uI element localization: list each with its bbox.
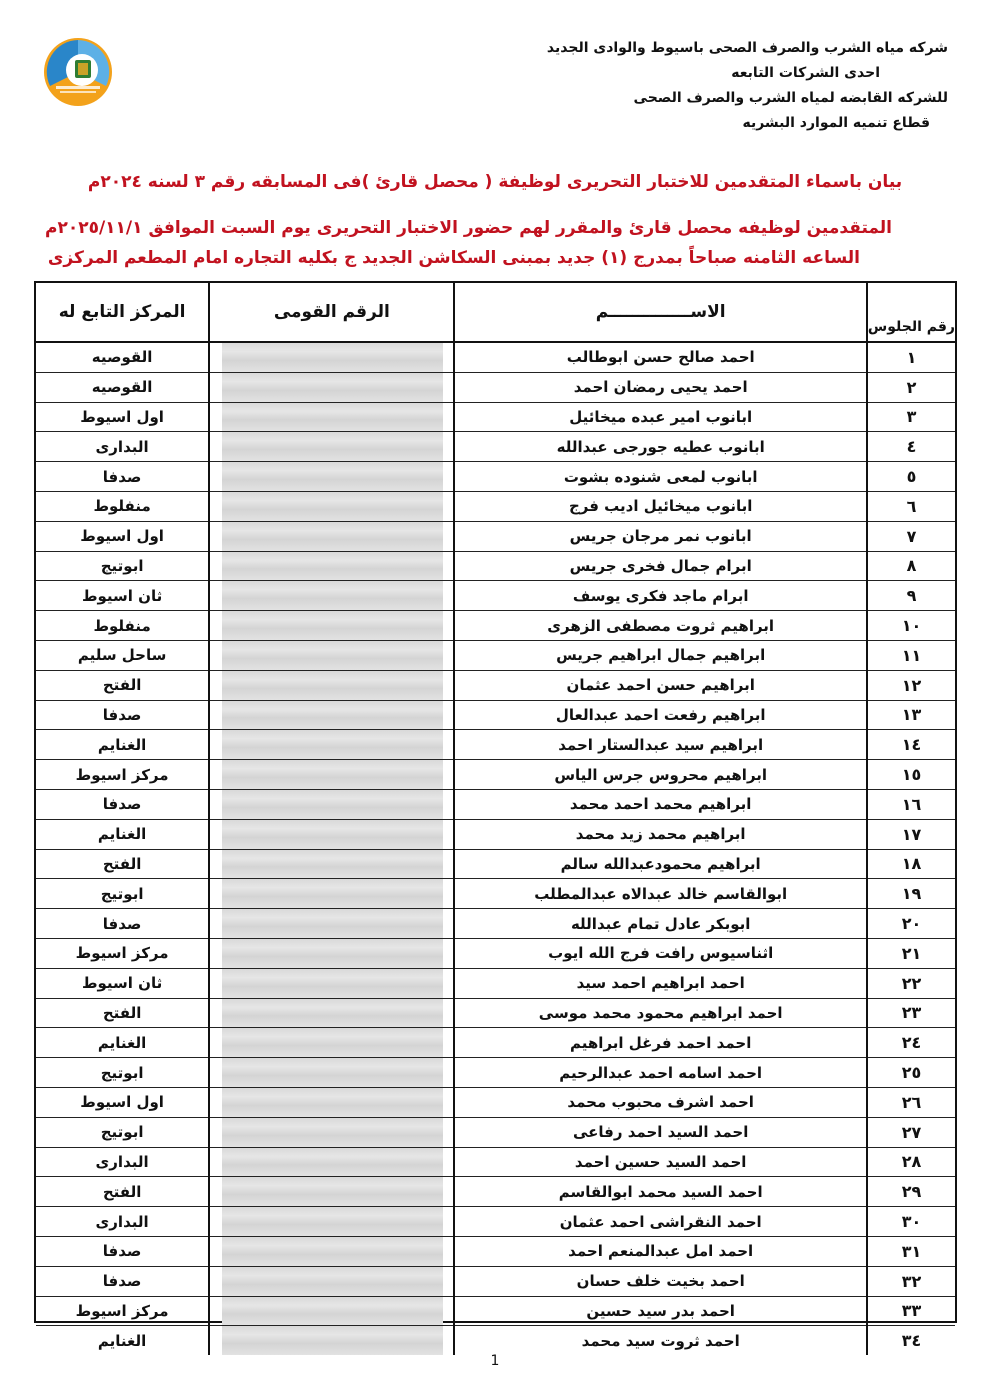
center-cell: منفلوط [36, 491, 209, 521]
redacted-national-id [222, 939, 443, 968]
seat-number-cell: ٢٨ [867, 1147, 955, 1177]
table-row [36, 968, 955, 998]
national-id-cell [209, 1117, 454, 1147]
applicant-name-cell: احمد بدر سيد حسين [454, 1296, 866, 1326]
seat-number-header: رقم الجلوس [867, 283, 955, 342]
org-name-line: شركه مياه الشرب والصرف الصحى باسيوط والوادى الجديد [546, 40, 948, 56]
national-id-cell [209, 1087, 454, 1117]
seat-number-cell: ٩ [867, 581, 955, 611]
page-number: 1 [490, 1353, 500, 1369]
applicant-name-cell: احمد يحيى رمضان احمد [454, 372, 866, 402]
redacted-national-id [222, 552, 443, 581]
national-id-cell [209, 1236, 454, 1266]
seat-number-cell: ١٨ [867, 849, 955, 879]
applicant-name-cell: احمد بخيت خلف حسان [454, 1266, 866, 1296]
center-cell: ابوتيج [36, 1058, 209, 1088]
national-id-cell [209, 938, 454, 968]
table-row [36, 670, 955, 700]
company-logo-icon [42, 36, 114, 108]
table-row [36, 581, 955, 611]
applicant-name-cell: احمد السيد محمد ابوالقاسم [454, 1177, 866, 1207]
national-id-cell [209, 1326, 454, 1355]
table-row [36, 432, 955, 462]
redacted-national-id [222, 999, 443, 1028]
national-id-cell [209, 640, 454, 670]
applicant-name-cell: احمد احمد فرغل ابراهيم [454, 1028, 866, 1058]
center-cell: مركز اسيوط [36, 1296, 209, 1326]
table-row [36, 1326, 955, 1355]
seat-number-cell: ١٩ [867, 879, 955, 909]
table-row [36, 879, 955, 909]
organization-header [547, 36, 948, 136]
national-id-cell [209, 1207, 454, 1237]
applicant-name-cell: احمد ابراهيم احمد سيد [454, 968, 866, 998]
redacted-national-id [222, 1207, 443, 1236]
seat-number-cell: ٣٢ [867, 1266, 955, 1296]
center-cell: صدفا [36, 1236, 209, 1266]
center-cell: البدارى [36, 1147, 209, 1177]
document-title: بيان باسماء المتقدمين للاختبار التحريرى لوظيفة ( محصل قارئ )فى المسابقه رقم ٣ لسنه ٢٠٢٤م [87, 172, 903, 192]
seat-number-cell: ٣١ [867, 1236, 955, 1266]
national-id-cell [209, 1177, 454, 1207]
redacted-national-id [222, 1237, 443, 1266]
table-row [36, 611, 955, 641]
national-id-cell [209, 372, 454, 402]
center-cell: الفتح [36, 998, 209, 1028]
table-row [36, 1296, 955, 1326]
table-row [36, 909, 955, 939]
applicant-name-cell: ابوبكر عادل تمام عبدالله [454, 909, 866, 939]
center-cell: الفتح [36, 670, 209, 700]
redacted-national-id [222, 1148, 443, 1177]
seat-number-cell: ١٥ [867, 760, 955, 790]
center-cell: ساحل سليم [36, 640, 209, 670]
table-row [36, 1087, 955, 1117]
seat-number-cell: ٢٠ [867, 909, 955, 939]
table-row [36, 402, 955, 432]
table-row [36, 1058, 955, 1088]
redacted-national-id [222, 671, 443, 700]
table-row [36, 760, 955, 790]
seat-number-cell: ١٠ [867, 611, 955, 641]
seat-number-cell: ١٤ [867, 730, 955, 760]
applicant-name-cell: ابراهيم جمال ابراهيم جريس [454, 640, 866, 670]
seat-number-cell: ٢٤ [867, 1028, 955, 1058]
national-id-cell [209, 968, 454, 998]
center-cell: ابوتيج [36, 551, 209, 581]
applicant-name-cell: ابرام ماجد فكرى يوسف [454, 581, 866, 611]
seat-number-cell: ١ [867, 342, 955, 372]
national-id-cell [209, 551, 454, 581]
redacted-national-id [222, 1297, 443, 1326]
national-id-cell [209, 670, 454, 700]
national-id-cell [209, 521, 454, 551]
applicant-name-cell: احمد السيد حسين احمد [454, 1147, 866, 1177]
table-row [36, 551, 955, 581]
applicant-name-cell: ابراهيم رفعت احمد عبدالعال [454, 700, 866, 730]
center-cell: صدفا [36, 1266, 209, 1296]
applicant-name-cell: احمد ابراهيم محمود محمد موسى [454, 998, 866, 1028]
national-id-cell [209, 581, 454, 611]
seat-number-cell: ٢١ [867, 938, 955, 968]
center-cell: مركز اسيوط [36, 938, 209, 968]
table-row [36, 730, 955, 760]
table-row [36, 521, 955, 551]
seat-number-cell: ٢٥ [867, 1058, 955, 1088]
center-cell: اول اسيوط [36, 521, 209, 551]
center-cell: الغنايم [36, 730, 209, 760]
table-row [36, 640, 955, 670]
center-cell: الغنايم [36, 819, 209, 849]
center-cell: صدفا [36, 909, 209, 939]
org-holding-line: للشركه القابضه لمياه الشرب والصرف الصحى [633, 90, 948, 106]
center-cell: ابوتيج [36, 1117, 209, 1147]
applicant-name-cell: ابانوب عطيه جورجى عبدالله [454, 432, 866, 462]
seat-number-cell: ١٣ [867, 700, 955, 730]
center-cell: الفتح [36, 849, 209, 879]
table-row [36, 819, 955, 849]
table-row [36, 1266, 955, 1296]
applicant-name-cell: احمد امل عبدالمنعم احمد [454, 1236, 866, 1266]
redacted-national-id [222, 909, 443, 938]
table-row [36, 372, 955, 402]
national-id-cell [209, 879, 454, 909]
applicant-name-cell: ابوالقاسم خالد عبدالاه عبدالمطلب [454, 879, 866, 909]
table-row [36, 462, 955, 492]
table-row [36, 1147, 955, 1177]
center-cell: ثان اسيوط [36, 581, 209, 611]
seat-number-cell: ٢٩ [867, 1177, 955, 1207]
redacted-national-id [222, 879, 443, 908]
table-row [36, 849, 955, 879]
center-cell: الفتح [36, 1177, 209, 1207]
redacted-national-id [222, 373, 443, 402]
redacted-national-id [222, 730, 443, 759]
national-id-cell [209, 909, 454, 939]
table-row [36, 1236, 955, 1266]
org-subsidiary-line: احدى الشركات التابعه [731, 65, 880, 81]
name-header: الاســــــــــــــم [454, 283, 866, 342]
center-cell: اول اسيوط [36, 402, 209, 432]
national-id-cell [209, 491, 454, 521]
national-id-cell [209, 432, 454, 462]
seat-number-cell: ٣ [867, 402, 955, 432]
redacted-national-id [222, 790, 443, 819]
national-id-cell [209, 730, 454, 760]
seat-number-cell: ٣٣ [867, 1296, 955, 1326]
national-id-cell [209, 819, 454, 849]
table-row [36, 998, 955, 1028]
center-cell: صدفا [36, 700, 209, 730]
seat-number-cell: ٢٣ [867, 998, 955, 1028]
national-id-cell [209, 402, 454, 432]
applicant-name-cell: ابانوب امير عبده ميخائيل [454, 402, 866, 432]
center-cell: الغنايم [97, 1331, 147, 1350]
redacted-national-id [222, 1118, 443, 1147]
redacted-national-id [222, 343, 443, 372]
applicant-name-cell: ابراهيم محمد احمد محمد [454, 789, 866, 819]
seat-number-cell: ٢٧ [867, 1117, 955, 1147]
applicant-name-cell: ابراهيم محروس جرس الياس [454, 760, 866, 790]
national-id-cell [209, 760, 454, 790]
redacted-national-id [222, 820, 443, 849]
redacted-national-id [222, 760, 443, 789]
org-department-line: قطاع تنميه الموارد البشريه [742, 115, 930, 131]
center-cell: البدارى [36, 432, 209, 462]
seat-number-cell: ٣٠ [867, 1207, 955, 1237]
national-id-cell [209, 1266, 454, 1296]
applicant-name-cell: اثناسيوس رافت فرج الله ايوب [454, 938, 866, 968]
redacted-national-id [222, 1058, 443, 1087]
table-row [36, 491, 955, 521]
table-row [36, 1177, 955, 1207]
table-header-row [36, 283, 955, 342]
applicant-name-cell: ابانوب لمعى شنوده بشوت [454, 462, 866, 492]
national-id-header: الرقم القومى [209, 283, 454, 342]
applicant-name-cell: احمد صالح حسن ابوطالب [454, 342, 866, 372]
table-row [36, 1207, 955, 1237]
center-cell: البدارى [36, 1207, 209, 1237]
seat-number-cell: ١٢ [867, 670, 955, 700]
center-cell: القوصيه [36, 372, 209, 402]
table-row [36, 789, 955, 819]
applicant-name-cell: ابراهيم ثروت مصطفى الزهرى [454, 611, 866, 641]
applicant-name-cell: احمد السيد احمد رفاعى [454, 1117, 866, 1147]
applicant-name-cell: ابانوب نمر مرجان جريس [454, 521, 866, 551]
applicant-name-cell: ابراهيم سيد عبدالستار احمد [454, 730, 866, 760]
redacted-national-id [222, 1028, 443, 1057]
seat-number-cell: ٥ [867, 462, 955, 492]
exam-date-line: المتقدمين لوظيفه محصل قارئ والمقرر لهم حضور الاختبار التحريرى يوم السبت الموافق ٢٠٢٥/١١/١م [45, 218, 892, 238]
center-cell: ثان اسيوط [36, 968, 209, 998]
national-id-cell [209, 611, 454, 641]
center-cell: اول اسيوط [36, 1087, 209, 1117]
redacted-national-id [222, 611, 443, 640]
applicant-name-cell: ابرام جمال فخرى جريس [454, 551, 866, 581]
applicant-name-cell: ابراهيم محمد زيد محمد [454, 819, 866, 849]
national-id-cell [209, 700, 454, 730]
redacted-national-id [222, 432, 443, 461]
seat-number-cell: ١٧ [867, 819, 955, 849]
table-row [36, 1028, 955, 1058]
seat-number-cell: ١١ [867, 640, 955, 670]
redacted-national-id [222, 850, 443, 879]
center-cell: القوصيه [36, 342, 209, 372]
table-row [36, 342, 955, 372]
redacted-national-id [222, 1177, 443, 1206]
seat-number-cell: ٤ [867, 432, 955, 462]
redacted-national-id [222, 641, 443, 670]
center-cell: مركز اسيوط [36, 760, 209, 790]
applicant-name-cell: ابراهيم محمودعبدالله سالم [454, 849, 866, 879]
redacted-national-id [222, 1326, 443, 1355]
seat-number-cell: ٢٢ [867, 968, 955, 998]
applicant-name-cell: احمد ثروت سيد محمد [454, 1326, 866, 1355]
redacted-national-id [222, 701, 443, 730]
national-id-cell [209, 998, 454, 1028]
table-row [36, 700, 955, 730]
center-header: المركز التابع له [36, 283, 209, 342]
national-id-cell [209, 849, 454, 879]
redacted-national-id [222, 969, 443, 998]
national-id-cell [209, 342, 454, 372]
seat-number-cell: ٧ [867, 521, 955, 551]
center-cell: الغنايم [36, 1028, 209, 1058]
table-row [36, 938, 955, 968]
seat-number-cell: ٦ [867, 491, 955, 521]
center-cell: منفلوط [36, 611, 209, 641]
redacted-national-id [222, 1088, 443, 1117]
applicant-name-cell: ابراهيم حسن احمد عثمان [454, 670, 866, 700]
seat-number-cell: ٢٦ [867, 1087, 955, 1117]
table-row [36, 1117, 955, 1147]
redacted-national-id [222, 581, 443, 610]
redacted-national-id [222, 1267, 443, 1296]
center-cell: صدفا [36, 462, 209, 492]
national-id-cell [209, 1296, 454, 1326]
national-id-cell [209, 462, 454, 492]
redacted-national-id [222, 403, 443, 432]
national-id-cell [209, 789, 454, 819]
redacted-national-id [222, 522, 443, 551]
national-id-cell [209, 1028, 454, 1058]
center-cell: ابوتيج [36, 879, 209, 909]
redacted-national-id [222, 462, 443, 491]
applicants-table [34, 281, 957, 1351]
exam-location-line: الساعه الثامنه صباحاً بمدرج (١) جديد بمبنى السكاشن الجديد ج بكليه التجاره امام المطعم المركزى [47, 248, 860, 268]
applicant-name-cell: احمد اشرف محبوب محمد [454, 1087, 866, 1117]
seat-number-cell: ١٦ [867, 789, 955, 819]
applicant-name-cell: ابانوب ميخائيل اديب فرج [454, 491, 866, 521]
national-id-cell [209, 1058, 454, 1088]
seat-number-cell: ٣٤ [867, 1326, 955, 1355]
seat-number-cell: ٢ [867, 372, 955, 402]
redacted-national-id [222, 492, 443, 521]
applicant-name-cell: احمد النقراشى احمد عثمان [454, 1207, 866, 1237]
national-id-cell [209, 1147, 454, 1177]
seat-number-cell: ٨ [867, 551, 955, 581]
applicant-name-cell: احمد اسامه احمد عبدالرحيم [454, 1058, 866, 1088]
center-cell: صدفا [36, 789, 209, 819]
